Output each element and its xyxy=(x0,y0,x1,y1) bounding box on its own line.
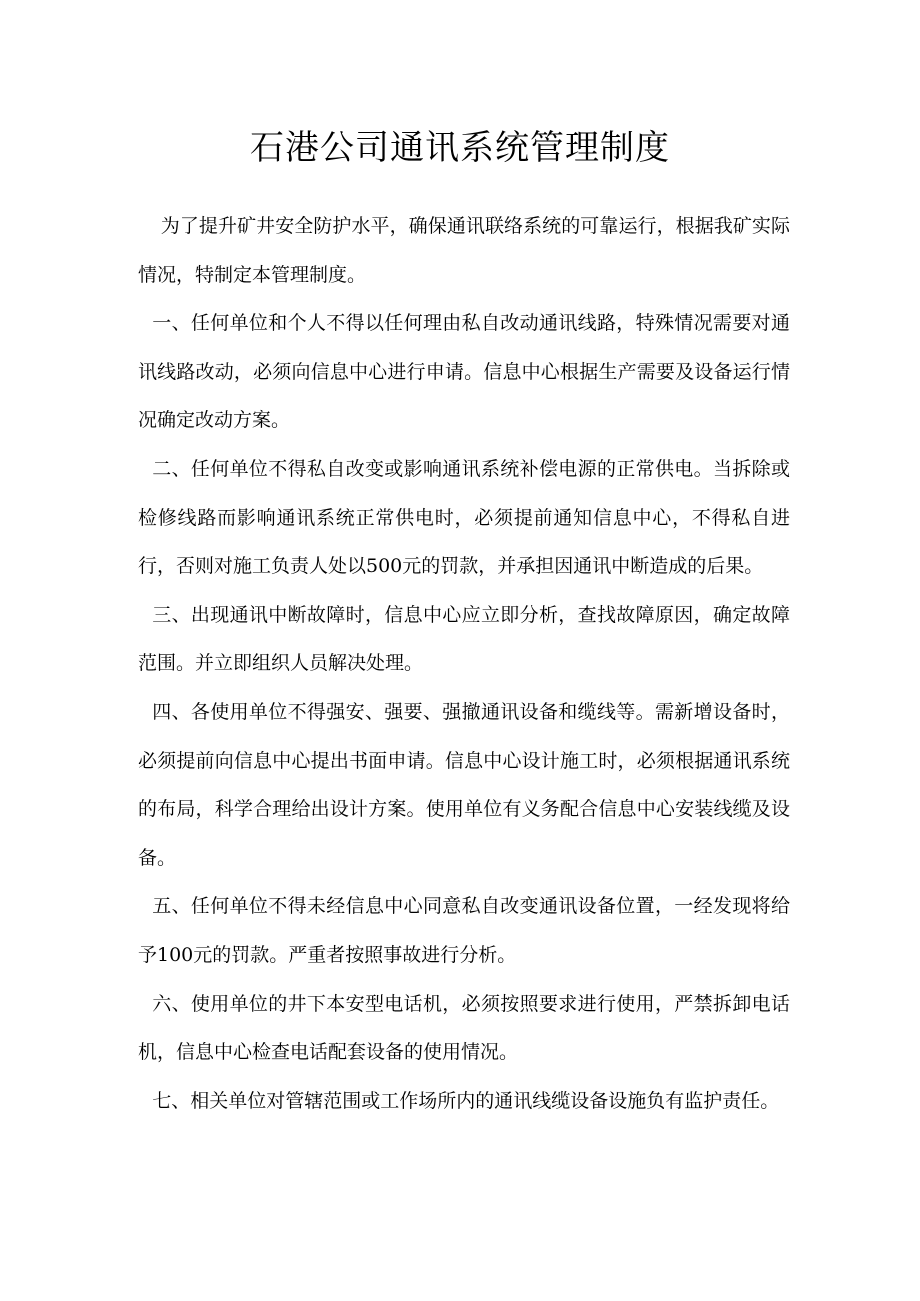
document-body xyxy=(138,202,790,1125)
clause-6: 六、使用单位的井下本安型电话机，必须按照要求进行使用，严禁拆卸电话机，信息中心检查电话配套设备的使用情况。 xyxy=(138,992,790,1064)
document-title: 石港公司通讯系统管理制度 xyxy=(250,128,670,168)
clause-1: 一、任何单位和个人不得以任何理由私自改动通讯线路，特殊情况需要对通讯线路改动，必须向信息中心进行申请。信息中心根据生产需要及设备运行情况确定改动方案。 xyxy=(138,312,790,432)
clause-5: 五、任何单位不得未经信息中心同意私自改变通讯设备位置，一经发现将给予100元的罚款。严重者按照事故进行分析。 xyxy=(138,895,790,966)
intro-paragraph: 为了提升矿井安全防护水平，确保通讯联络系统的可靠运行，根据我矿实际情况，特制定本管理制度。 xyxy=(138,215,790,286)
clause-7: 七、相关单位对管辖范围或工作场所内的通讯线缆设备设施负有监护责任。 xyxy=(152,1089,780,1112)
clause-2: 二、任何单位不得私自改变或影响通讯系统补偿电源的正常供电。当拆除或检修线路而影响通讯系统正常供电时，必须提前通知信息中心，不得私自进行，否则对施工负责人处以500元的罚款，并承担因通讯中断造成的后果。 xyxy=(138,457,790,578)
clause-4: 四、各使用单位不得强安、强要、强撤通讯设备和缆线等。需新增设备时，必须提前向信息中心提出书面申请。信息中心设计施工时，必须根据通讯系统的布局，科学合理给出设计方案。使用单位有义务配合信息中心安装线缆及设备。 xyxy=(138,700,790,869)
clause-3: 三、出现通讯中断故障时，信息中心应立即分析，查找故障原因，确定故障范围。并立即组织人员解决处理。 xyxy=(138,603,790,675)
